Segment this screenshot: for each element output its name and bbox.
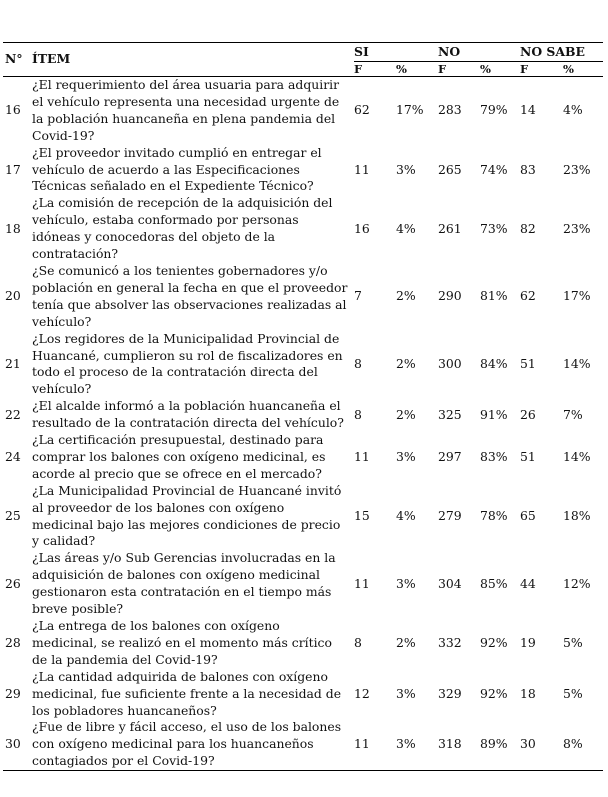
row-item-question: ¿El alcalde informó a la población huancaneña el resultado de la contratación directa del vehículo?	[32, 398, 344, 431]
row-number: 22	[5, 406, 21, 422]
row-si-frequency: 16	[354, 220, 370, 236]
row-no-frequency: 297	[438, 448, 462, 464]
row-no-sabe-percent: 17%	[563, 288, 591, 304]
row-si-percent: 3%	[396, 719, 438, 770]
row-no-sabe-frequency: 82	[520, 220, 536, 236]
row-no-percent: 89%	[480, 719, 520, 770]
header-no-pct: %	[480, 62, 520, 77]
row-no-sabe-frequency: 51	[520, 448, 536, 464]
row-no-frequency: 261	[438, 220, 462, 236]
row-si-frequency: 11	[354, 161, 370, 177]
row-si-percent: 2%	[396, 406, 416, 422]
table-body	[3, 77, 603, 771]
row-si-frequency: 8	[354, 406, 362, 422]
row-no-sabe-frequency: 83	[520, 161, 536, 177]
row-no-frequency: 304	[438, 575, 462, 591]
row-item-question: ¿Se comunicó a los tenientes gobernadores y/o población en general la fecha en que el proveedor tenía que absolver las observaciones realizadas al vehículo?	[32, 262, 348, 329]
table-row	[3, 669, 603, 720]
row-no-sabe-frequency: 26	[520, 406, 536, 422]
row-number: 20	[5, 288, 21, 304]
header-no: NO	[438, 43, 520, 62]
row-number: 17	[5, 161, 21, 177]
row-item-question: ¿La comisión de recepción de la adquisición del vehículo, estaba conformado por personas idóneas y conocedoras del objeto de la contratación?	[32, 195, 333, 262]
row-no-frequency: 283	[438, 102, 462, 118]
row-number: 24	[5, 448, 21, 464]
row-no-sabe-frequency: 14	[520, 102, 536, 118]
row-si-frequency: 11	[354, 448, 370, 464]
header-si-pct: %	[396, 62, 438, 77]
row-si-percent: 4%	[396, 508, 416, 524]
header-si-f: F	[354, 62, 396, 77]
row-no-percent: 84%	[480, 355, 508, 371]
row-si-frequency: 7	[354, 288, 362, 304]
row-no-percent: 78%	[480, 508, 508, 524]
row-no-frequency: 265	[438, 161, 462, 177]
row-si-percent: 2%	[396, 288, 416, 304]
row-number: 28	[5, 634, 21, 650]
row-no-sabe-frequency: 51	[520, 355, 536, 371]
row-si-percent: 3%	[396, 685, 416, 701]
row-no-frequency: 279	[438, 508, 462, 524]
row-si-frequency: 8	[354, 634, 362, 650]
row-no-percent: 92%	[480, 634, 508, 650]
row-si-percent: 2%	[396, 355, 416, 371]
row-no-percent: 85%	[480, 575, 508, 591]
row-item-question: ¿El requerimiento del área usuaria para adquirir el vehículo representa una necesidad urgente de la población huancaneña en plena pandemia del Covid-19?	[32, 77, 340, 143]
row-item-question: ¿La Municipalidad Provincial de Huancané invitó al proveedor de los balones con oxígeno medicinal bajo las mejores condiciones de precio y calidad?	[32, 482, 342, 549]
row-no-percent: 83%	[480, 448, 508, 464]
row-number: 25	[5, 508, 21, 524]
row-number: 16	[5, 102, 21, 118]
header-no-f: F	[438, 62, 480, 77]
row-si-frequency: 62	[354, 102, 370, 118]
table-row	[3, 719, 603, 770]
row-si-percent: 3%	[396, 161, 416, 177]
row-no-sabe-frequency: 30	[520, 719, 563, 770]
row-si-percent: 17%	[396, 102, 424, 118]
header-item: ÍTEM	[32, 43, 354, 77]
row-no-sabe-percent: 23%	[563, 220, 591, 236]
row-no-sabe-frequency: 18	[520, 685, 536, 701]
row-si-frequency: 12	[354, 685, 370, 701]
row-no-sabe-percent: 12%	[563, 575, 591, 591]
row-si-percent: 3%	[396, 448, 416, 464]
row-number: 29	[5, 685, 21, 701]
row-no-sabe-percent: 18%	[563, 508, 591, 524]
row-no-sabe-percent: 5%	[563, 685, 583, 701]
row-no-sabe-frequency: 19	[520, 634, 536, 650]
row-no-sabe-percent: 14%	[563, 448, 591, 464]
row-si-frequency: 11	[354, 575, 370, 591]
table-row	[3, 550, 603, 618]
table-row	[3, 145, 603, 196]
row-no-frequency: 332	[438, 634, 462, 650]
row-item-question: ¿Los regidores de la Municipalidad Provincial de Huancané, cumplieron su rol de fiscalizadores en todo el proceso de la contratación directa del vehículo?	[32, 330, 343, 397]
row-no-sabe-frequency: 62	[520, 288, 536, 304]
header-no-sabe: NO SABE	[520, 43, 603, 62]
row-no-sabe-frequency: 65	[520, 508, 536, 524]
row-no-sabe-percent: 23%	[563, 161, 591, 177]
table-row	[3, 263, 603, 331]
row-no-frequency: 325	[438, 406, 462, 422]
row-no-sabe-percent: 14%	[563, 355, 591, 371]
row-si-frequency: 8	[354, 355, 362, 371]
table-row	[3, 618, 603, 669]
table-row	[3, 398, 603, 432]
row-no-sabe-percent: 8%	[563, 719, 603, 770]
header-ns-f: F	[520, 62, 563, 77]
row-no-frequency: 300	[438, 355, 462, 371]
survey-results-table	[3, 42, 603, 771]
row-item-question: ¿Las áreas y/o Sub Gerencias involucradas en la adquisición de balones con oxígeno medicinal gestionaron esta contratación en el tiempo más breve posible?	[32, 550, 336, 617]
row-number: 26	[5, 575, 21, 591]
row-si-percent: 2%	[396, 634, 416, 650]
row-item-question: ¿El proveedor invitado cumplió en entregar el vehículo de acuerdo a las Especificaciones Técnicas señalado en el Expediente Técnico?	[32, 144, 322, 194]
table-row	[3, 483, 603, 551]
row-no-percent: 73%	[480, 220, 508, 236]
row-si-percent: 3%	[396, 575, 416, 591]
table-row	[3, 77, 603, 145]
header-ns-pct: %	[563, 62, 603, 77]
row-item-question: ¿La cantidad adquirida de balones con oxígeno medicinal, fue suficiente frente a la necesidad de los pobladores huancaneños?	[32, 668, 342, 718]
row-no-frequency: 290	[438, 288, 462, 304]
row-no-sabe-frequency: 44	[520, 575, 536, 591]
table-row	[3, 195, 603, 263]
row-item-question: ¿Fue de libre y fácil acceso, el uso de los balones con oxígeno medicinal para los huancaneños contagiados por el Covid-19?	[32, 719, 354, 770]
row-no-frequency: 329	[438, 685, 462, 701]
header-si: SI	[354, 43, 438, 62]
row-no-sabe-percent: 4%	[563, 102, 583, 118]
row-number: 30	[3, 719, 32, 770]
row-no-percent: 74%	[480, 161, 508, 177]
row-no-sabe-percent: 5%	[563, 634, 583, 650]
row-item-question: ¿La certificación presupuestal, destinado para comprar los balones con oxígeno medicinal, es acorde al precio que se ofrece en el mercado?	[32, 432, 326, 481]
row-number: 18	[5, 220, 21, 236]
row-number: 21	[5, 355, 21, 371]
row-no-percent: 81%	[480, 288, 508, 304]
row-si-frequency: 15	[354, 508, 370, 524]
row-si-percent: 4%	[396, 220, 416, 236]
row-si-frequency: 11	[354, 719, 396, 770]
row-no-percent: 91%	[480, 406, 508, 422]
table-row	[3, 331, 603, 399]
table-row	[3, 432, 603, 483]
row-no-percent: 92%	[480, 685, 508, 701]
row-no-frequency: 318	[438, 719, 480, 770]
header-number: N°	[3, 43, 32, 77]
row-item-question: ¿La entrega de los balones con oxígeno medicinal, se realizó en el momento más crítico de la pandemia del Covid-19?	[32, 618, 332, 667]
row-no-percent: 79%	[480, 102, 508, 118]
row-no-sabe-percent: 7%	[563, 406, 583, 422]
